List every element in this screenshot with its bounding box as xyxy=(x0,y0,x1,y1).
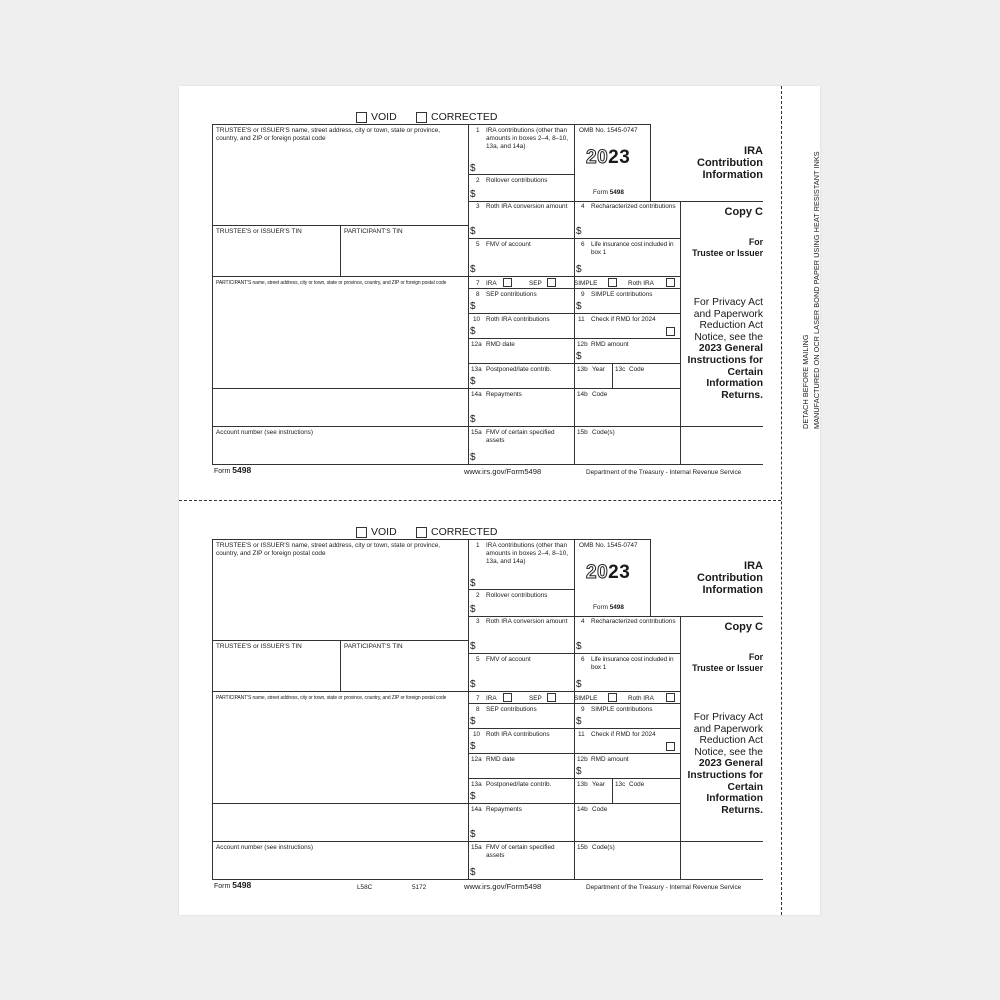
for-line: Trustee or Issuer xyxy=(692,248,763,258)
dollar-sign: $ xyxy=(576,351,582,362)
box3-label: Roth IRA conversion amount xyxy=(486,203,568,210)
dollar-sign: $ xyxy=(470,578,476,589)
box4-number: 4 xyxy=(581,618,585,625)
box12a-number: 12a xyxy=(471,756,482,763)
box14a-number: 14a xyxy=(471,391,482,398)
box13a-label: Postponed/late contrib. xyxy=(486,366,552,373)
form-rule xyxy=(612,778,613,803)
form-word: Form xyxy=(593,189,608,196)
copy-label: Copy C xyxy=(724,621,763,633)
box2-number: 2 xyxy=(476,592,480,599)
for-line: For xyxy=(748,652,763,662)
dollar-sign: $ xyxy=(470,326,476,337)
privacy-line: 2023 General xyxy=(698,758,763,770)
for-line: Trustee or Issuer xyxy=(692,663,763,673)
form-rule xyxy=(468,703,680,704)
footer-code-l58c: L58C xyxy=(357,884,373,891)
form-id xyxy=(593,604,624,612)
dollar-sign: $ xyxy=(576,766,582,777)
box6-label: Life insurance cost included in box 1 xyxy=(591,656,674,671)
box14b-number: 14b xyxy=(577,806,588,813)
void-checkbox[interactable] xyxy=(356,527,367,538)
form-title xyxy=(663,145,763,181)
dollar-sign: $ xyxy=(470,829,476,840)
form-rule xyxy=(468,841,763,842)
box13b-number: 13b xyxy=(577,366,588,373)
form-rule xyxy=(468,288,680,289)
sep-label: SEP xyxy=(529,695,542,702)
form-rule xyxy=(468,313,680,314)
box11-label: Check if RMD for 2024 xyxy=(591,731,656,738)
form-rule xyxy=(212,388,468,389)
dollar-sign: $ xyxy=(576,264,582,275)
box6-number: 6 xyxy=(581,241,585,248)
privacy-line: and Paperwork xyxy=(693,308,763,320)
privacy-line: Notice, see the xyxy=(694,746,763,758)
form-rule xyxy=(650,124,651,201)
box10-label: Roth IRA contributions xyxy=(486,316,550,323)
detach-note: DETACH BEFORE MAILING xyxy=(801,334,810,429)
box13a-number: 13a xyxy=(471,366,482,373)
dollar-sign: $ xyxy=(470,716,476,727)
privacy-line: Reduction Act xyxy=(699,735,763,747)
form-copy-bottom xyxy=(0,415,1000,891)
void-label: VOID xyxy=(371,111,397,123)
form-rule xyxy=(468,174,574,175)
account-number-label: Account number (see instructions) xyxy=(216,429,313,436)
roth-ira-checkbox[interactable] xyxy=(666,278,675,287)
box14a-label: Repayments xyxy=(486,391,522,398)
form-rule xyxy=(212,879,763,880)
footer-form-number: 5498 xyxy=(232,465,252,475)
box13c-number: 13c xyxy=(615,781,626,788)
tax-year-suffix: 23 xyxy=(608,562,631,583)
form-rule xyxy=(468,616,763,617)
box8-number: 8 xyxy=(476,706,480,713)
form-rule xyxy=(212,841,468,842)
dollar-sign: $ xyxy=(470,867,476,878)
footer-form-word: Form xyxy=(214,883,231,890)
form-rule xyxy=(468,388,680,389)
form-rule xyxy=(468,691,680,692)
box13c-number: 13c xyxy=(615,366,626,373)
trustee-tin-label: TRUSTEE'S or ISSUER'S TIN xyxy=(216,228,302,235)
box6-label: Life insurance cost included in box 1 xyxy=(591,241,674,256)
box12a-label: RMD date xyxy=(486,756,515,763)
box14b-label: Code xyxy=(592,391,608,398)
form-number: 5498 xyxy=(609,604,624,611)
dollar-sign: $ xyxy=(470,264,476,275)
dollar-sign: $ xyxy=(470,414,476,425)
box9-label: SIMPLE contributions xyxy=(591,706,653,713)
box5-label: FMV of account xyxy=(486,656,531,663)
irs-url[interactable]: www.irs.gov/Form5498 xyxy=(464,882,542,891)
privacy-line: Reduction Act xyxy=(699,320,763,332)
footer-form-id xyxy=(214,881,251,891)
box5-label: FMV of account xyxy=(486,241,531,248)
box12a-number: 12a xyxy=(471,341,482,348)
box14a-number: 14a xyxy=(471,806,482,813)
box8-number: 8 xyxy=(476,291,480,298)
footer-form-word: Form xyxy=(214,468,231,475)
dollar-sign: $ xyxy=(470,791,476,802)
dollar-sign: $ xyxy=(576,226,582,237)
form-title xyxy=(663,560,763,596)
privacy-notice xyxy=(663,297,763,401)
form-rule xyxy=(468,124,469,464)
tax-year-suffix: 23 xyxy=(608,147,631,168)
dept-treasury: Department of the Treasury - Internal Revenue Service xyxy=(586,884,742,891)
box12b-number: 12b xyxy=(577,756,588,763)
form-rule xyxy=(574,124,575,464)
box6-number: 6 xyxy=(581,656,585,663)
privacy-line: Information xyxy=(706,378,763,390)
box3-number: 3 xyxy=(476,203,480,210)
box14b-number: 14b xyxy=(577,391,588,398)
form-rule xyxy=(212,640,468,641)
box4-label: Recharacterized contributions xyxy=(591,618,676,625)
title-line: Contribution xyxy=(697,572,763,584)
ira-label: IRA xyxy=(486,280,497,287)
privacy-line: Notice, see the xyxy=(694,331,763,343)
form-rule xyxy=(212,691,468,692)
privacy-line: Information xyxy=(706,793,763,805)
copy-recipient xyxy=(663,652,763,674)
form-rule xyxy=(340,225,341,276)
form-rule xyxy=(212,539,213,879)
trustee-name-label: TRUSTEE'S or ISSUER'S name, street address, city or town, state or province, country, and ZIP or foreign postal code xyxy=(216,542,441,557)
title-line: Information xyxy=(702,584,763,596)
dollar-sign: $ xyxy=(470,604,476,615)
form-rule xyxy=(468,589,574,590)
box9-label: SIMPLE contributions xyxy=(591,291,653,298)
privacy-line: Certain xyxy=(727,366,763,378)
form-word: Form xyxy=(593,604,608,611)
ira-checkbox[interactable] xyxy=(503,693,512,702)
box3-number: 3 xyxy=(476,618,480,625)
roth-ira-checkbox[interactable] xyxy=(666,693,675,702)
dollar-sign: $ xyxy=(470,301,476,312)
title-line: Contribution xyxy=(697,157,763,169)
sep-checkbox[interactable] xyxy=(547,693,556,702)
simple-label: SIMPLE xyxy=(574,280,598,287)
dollar-sign: $ xyxy=(576,679,582,690)
tax-year xyxy=(586,148,630,168)
simple-label: SIMPLE xyxy=(574,695,598,702)
privacy-line: Instructions for xyxy=(687,769,763,781)
ira-label: IRA xyxy=(486,695,497,702)
copy-label: Copy C xyxy=(724,206,763,218)
participant-tin-label: PARTICIPANT'S TIN xyxy=(344,643,403,650)
omb-number: OMB No. 1545-0747 xyxy=(579,542,638,549)
dollar-sign: $ xyxy=(470,189,476,200)
box15b-label: Code(s) xyxy=(592,844,615,851)
box15a-label: FMV of certain specified assets xyxy=(486,844,555,859)
dollar-sign: $ xyxy=(470,226,476,237)
dollar-sign: $ xyxy=(576,641,582,652)
dollar-sign: $ xyxy=(470,641,476,652)
privacy-line: For Privacy Act xyxy=(693,297,763,308)
box15b-label: Code(s) xyxy=(592,429,615,436)
dollar-sign: $ xyxy=(470,741,476,752)
box15b-number: 15b xyxy=(577,429,588,436)
simple-checkbox[interactable] xyxy=(608,278,617,287)
participant-tin-label: PARTICIPANT'S TIN xyxy=(344,228,403,235)
box2-label: Rollover contributions xyxy=(486,592,548,599)
box1-number: 1 xyxy=(476,127,480,134)
trustee-tin-label: TRUSTEE'S or ISSUER'S TIN xyxy=(216,643,302,650)
dollar-sign: $ xyxy=(576,716,582,727)
form-rule xyxy=(212,803,468,804)
box4-label: Recharacterized contributions xyxy=(591,203,676,210)
form-rule xyxy=(650,539,651,616)
form-rule xyxy=(212,124,213,464)
box3-label: Roth IRA conversion amount xyxy=(486,618,568,625)
form-rule xyxy=(468,778,680,779)
box13b-label: Year xyxy=(592,781,605,788)
copy-recipient xyxy=(663,237,763,259)
box7-number: 7 xyxy=(476,280,480,287)
ira-checkbox[interactable] xyxy=(503,278,512,287)
box15a-label: FMV of certain specified assets xyxy=(486,429,555,444)
form-rule xyxy=(612,363,613,388)
form-rule xyxy=(468,201,763,202)
form-rule xyxy=(340,640,341,691)
box15b-number: 15b xyxy=(577,844,588,851)
footer-form-number: 5498 xyxy=(232,880,252,890)
corrected-checkbox[interactable] xyxy=(416,527,427,538)
corrected-label: CORRECTED xyxy=(431,526,498,538)
irs-url[interactable]: www.irs.gov/Form5498 xyxy=(464,467,542,476)
dept-treasury: Department of the Treasury - Internal Revenue Service xyxy=(586,469,742,476)
tax-year-prefix: 20 xyxy=(586,562,609,583)
box4-number: 4 xyxy=(581,203,585,210)
sep-checkbox[interactable] xyxy=(547,278,556,287)
trustee-name-label: TRUSTEE'S or ISSUER'S name, street address, city or town, state or province, country, and ZIP or foreign postal code xyxy=(216,127,441,142)
tax-year-prefix: 20 xyxy=(586,147,609,168)
box11-number: 11 xyxy=(578,731,585,738)
void-label: VOID xyxy=(371,526,397,538)
privacy-line: Returns. xyxy=(721,804,763,816)
dollar-sign: $ xyxy=(470,452,476,463)
form-rule xyxy=(212,225,468,226)
box9-number: 9 xyxy=(581,706,585,713)
box1-label: IRA contributions (other than amounts in boxes 2–4, 8–10, 13a, and 14a) xyxy=(486,542,569,565)
box5-number: 5 xyxy=(476,656,480,663)
box13b-number: 13b xyxy=(577,781,588,788)
footer-code-5172: 5172 xyxy=(412,884,427,891)
box7-number: 7 xyxy=(476,695,480,702)
privacy-line: 2023 General xyxy=(698,343,763,355)
form-rule xyxy=(468,803,680,804)
title-line: IRA xyxy=(744,145,763,157)
title-line: Information xyxy=(702,169,763,181)
form-rule xyxy=(212,124,650,125)
account-number-label: Account number (see instructions) xyxy=(216,844,313,851)
box11-number: 11 xyxy=(578,316,585,323)
box12b-label: RMD amount xyxy=(591,756,629,763)
form-number: 5498 xyxy=(609,189,624,196)
box10-label: Roth IRA contributions xyxy=(486,731,550,738)
box2-label: Rollover contributions xyxy=(486,177,548,184)
dollar-sign: $ xyxy=(470,376,476,387)
box10-number: 10 xyxy=(473,316,481,323)
box2-number: 2 xyxy=(476,177,480,184)
dollar-sign: $ xyxy=(470,163,476,174)
box10-number: 10 xyxy=(473,731,481,738)
form-rule xyxy=(468,276,680,277)
privacy-notice xyxy=(663,712,763,816)
participant-name-label: PARTICIPANT'S name, street address, city or town, state or province, country, and ZIP or foreign postal code xyxy=(216,280,447,286)
box14b-label: Code xyxy=(592,806,608,813)
form-rule xyxy=(212,276,468,277)
void-checkbox[interactable] xyxy=(356,112,367,123)
box13c-label: Code xyxy=(629,366,645,373)
participant-name-label: PARTICIPANT'S name, street address, city or town, state or province, country, and ZIP or foreign postal code xyxy=(216,695,447,701)
box9-number: 9 xyxy=(581,291,585,298)
privacy-line: For Privacy Act xyxy=(693,712,763,723)
box8-label: SEP contributions xyxy=(486,706,537,713)
box15a-number: 15a xyxy=(471,844,482,851)
dollar-sign: $ xyxy=(576,301,582,312)
box12b-label: RMD amount xyxy=(591,341,629,348)
form-rule xyxy=(468,363,680,364)
form-rule xyxy=(574,539,575,879)
box13c-label: Code xyxy=(629,781,645,788)
sep-label: SEP xyxy=(529,280,542,287)
dollar-sign: $ xyxy=(470,679,476,690)
form-rule xyxy=(468,539,469,879)
roth-ira-label: Roth IRA xyxy=(628,280,654,287)
form-rule xyxy=(468,338,680,339)
box13a-label: Postponed/late contrib. xyxy=(486,781,552,788)
form-rule xyxy=(468,728,680,729)
form-rule xyxy=(468,238,680,239)
box13a-number: 13a xyxy=(471,781,482,788)
corrected-label: CORRECTED xyxy=(431,111,498,123)
privacy-line: Returns. xyxy=(721,389,763,401)
box11-label: Check if RMD for 2024 xyxy=(591,316,656,323)
form-copy-top xyxy=(0,0,1000,476)
box14a-label: Repayments xyxy=(486,806,522,813)
roth-ira-label: Roth IRA xyxy=(628,695,654,702)
box8-label: SEP contributions xyxy=(486,291,537,298)
for-line: For xyxy=(748,237,763,247)
omb-number: OMB No. 1545-0747 xyxy=(579,127,638,134)
tax-year xyxy=(586,563,630,583)
privacy-line: Certain xyxy=(727,781,763,793)
paper-note: MANUFACTURED ON OCR LASER BOND PAPER USING HEAT RESISTANT INKS xyxy=(812,151,821,429)
box12b-number: 12b xyxy=(577,341,588,348)
privacy-line: and Paperwork xyxy=(693,723,763,735)
form-rule xyxy=(468,753,680,754)
privacy-line: Instructions for xyxy=(687,354,763,366)
form-rule xyxy=(468,653,680,654)
box15a-number: 15a xyxy=(471,429,482,436)
form-id xyxy=(593,189,624,197)
corrected-checkbox[interactable] xyxy=(416,112,427,123)
title-line: IRA xyxy=(744,560,763,572)
simple-checkbox[interactable] xyxy=(608,693,617,702)
box13b-label: Year xyxy=(592,366,605,373)
box12a-label: RMD date xyxy=(486,341,515,348)
box1-number: 1 xyxy=(476,542,480,549)
box5-number: 5 xyxy=(476,241,480,248)
form-rule xyxy=(212,539,650,540)
box1-label: IRA contributions (other than amounts in boxes 2–4, 8–10, 13a, and 14a) xyxy=(486,127,569,150)
